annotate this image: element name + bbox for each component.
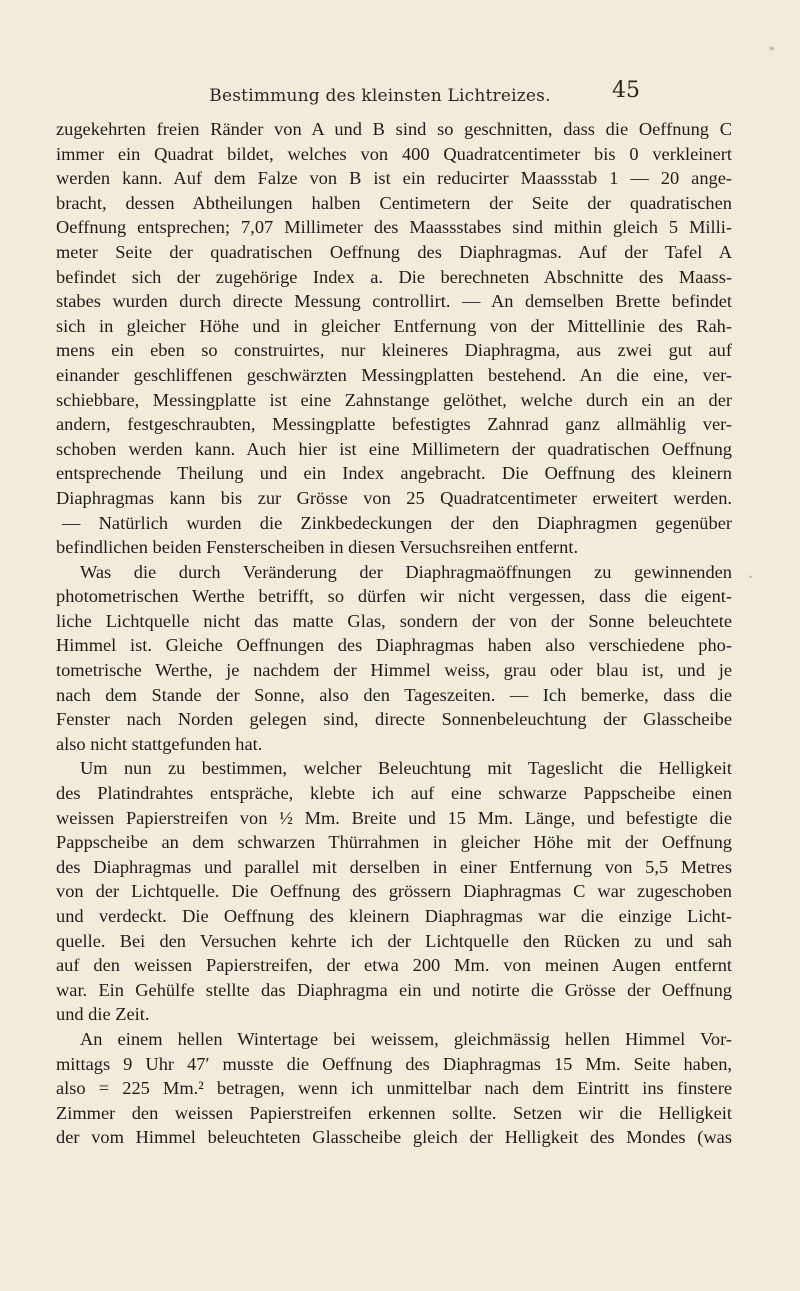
text-line: befindet sich der zugehörige Index a. Die berechneten Abschnitte des Maass- — [56, 266, 732, 287]
text-line: also nicht stattgefunden hat. — [56, 733, 263, 754]
text-line: mens ein eben so construirtes, nur kleineres Diaphragma, aus zwei gut auf — [56, 340, 732, 361]
text-line: sich in gleicher Höhe und in gleicher Entfernung von der Mittellinie des Rah- — [56, 315, 732, 336]
text-line: also = 225 Mm.² betragen, wenn ich unmittelbar nach dem Eintritt ins finstere — [56, 1078, 732, 1099]
text-line: schiebbare, Messingplatte ist eine Zahnstange gelöthet, welche durch ein an der — [56, 389, 732, 410]
text-line: Diaphragmas kann bis zur Grösse von 25 Quadratcentimeter erweitert werden. — [56, 487, 732, 508]
page-number: 45 — [612, 78, 640, 103]
margin-mark: ` — [748, 574, 753, 590]
text-line: photometrischen Werthe betrifft, so dürfen wir nicht vergessen, dass die eigent- — [56, 586, 732, 607]
text-line: einander geschliffenen geschwärzten Messingplatten bestehend. An die eine, ver- — [56, 364, 732, 385]
text-line: immer ein Quadrat bildet, welches von 400 Quadratcentimeter bis 0 verkleinert — [56, 143, 732, 164]
paragraph-start-line: Was die durch Veränderung der Diaphragmaöffnungen zu gewinnenden — [80, 561, 732, 582]
text-line: weissen Papierstreifen von ½ Mm. Breite und 15 Mm. Länge, und befestigte die — [56, 807, 732, 828]
text-line: mittags 9 Uhr 47′ musste die Oeffnung des Diaphragmas 15 Mm. Seite haben, — [56, 1053, 732, 1074]
paragraph-start-line: Um nun zu bestimmen, welcher Beleuchtung mit Tageslicht die Helligkeit — [80, 758, 732, 779]
text-line: Himmel ist. Gleiche Oeffnungen des Diaphragmas haben also verschiedene pho- — [56, 635, 732, 656]
text-line: tometrische Werthe, je nachdem der Himmel weiss, grau oder blau ist, und je — [56, 660, 732, 681]
text-line: quelle. Bei den Versuchen kehrte ich der Lichtquelle den Rücken zu und sah — [56, 930, 732, 951]
scan-mark: » — [769, 42, 775, 54]
text-line: des Platindrahtes entspräche, klebte ich auf eine schwarze Pappscheibe einen — [56, 783, 732, 804]
text-line: Zimmer den weissen Papierstreifen erkennen sollte. Setzen wir die Helligkeit — [56, 1102, 732, 1123]
text-line: andern, festgeschraubten, Messingplatte befestigtes Zahnrad ganz allmählig ver- — [56, 414, 732, 435]
body-text — [56, 117, 732, 1150]
text-line: und die Zeit. — [56, 1004, 150, 1025]
text-line: des Diaphragmas und parallel mit derselben in einer Entfernung von 5,5 Metres — [56, 856, 732, 877]
text-line: bracht, dessen Abtheilungen halben Centimetern der Seite der quadratischen — [56, 192, 732, 213]
text-line: auf den weissen Papierstreifen, der etwa 200 Mm. von meinen Augen entfernt — [56, 955, 732, 976]
running-title: Bestimmung des kleinsten Lichtreizes. — [209, 86, 551, 106]
text-line: Oeffnung entsprechen; 7,07 Millimeter des Maassstabes sind mithin gleich 5 Milli- — [56, 217, 732, 238]
text-line: meter Seite der quadratischen Oeffnung des Diaphragmas. Auf der Tafel A — [56, 241, 732, 262]
text-line: stabes wurden durch directe Messung controllirt. — An demselben Brette befindet — [56, 291, 732, 312]
text-line: von der Lichtquelle. Die Oeffnung des grössern Diaphragmas C war zugeschoben — [56, 881, 732, 902]
text-line: zugekehrten freien Ränder von A und B sind so geschnitten, dass die Oeffnung C — [56, 119, 732, 139]
text-line: — Natürlich wurden die Zinkbedeckungen der den Diaphragmen gegenüber — [62, 512, 732, 533]
text-line: der vom Himmel beleuchteten Glasscheibe gleich der Helligkeit des Mondes (was — [56, 1127, 732, 1148]
text-line: schoben werden kann. Auch hier ist eine Millimetern der quadratischen Oeffnung — [56, 438, 732, 459]
text-line: war. Ein Gehülfe stellte das Diaphragma ein und notirte die Grösse der Oeffnung — [56, 979, 732, 1000]
text-line: und verdeckt. Die Oeffnung des kleinern Diaphragmas war die einzige Licht- — [56, 906, 732, 926]
paragraph-start-line: An einem hellen Wintertage bei weissem, gleichmässig hellen Himmel Vor- — [80, 1028, 732, 1049]
text-line: Fenster nach Norden gelegen sind, directe Sonnenbeleuchtung der Glasscheibe — [56, 709, 732, 730]
text-line: liche Lichtquelle nicht das matte Glas, sondern der von der Sonne beleuchtete — [56, 610, 732, 631]
text-line: entsprechende Theilung und ein Index angebracht. Die Oeffnung des kleinern — [56, 463, 732, 484]
text-line: nach dem Stande der Sonne, also den Tageszeiten. — Ich bemerke, dass die — [56, 684, 732, 705]
text-line: befindlichen beiden Fensterscheiben in diesen Versuchsreihen entfernt. — [56, 537, 579, 558]
text-line: werden kann. Auf dem Falze von B ist ein reducirter Maassstab 1 — 20 ange- — [56, 168, 732, 189]
text-line: Pappscheibe an dem schwarzen Thürrahmen in gleicher Höhe mit der Oeffnung — [56, 832, 732, 853]
